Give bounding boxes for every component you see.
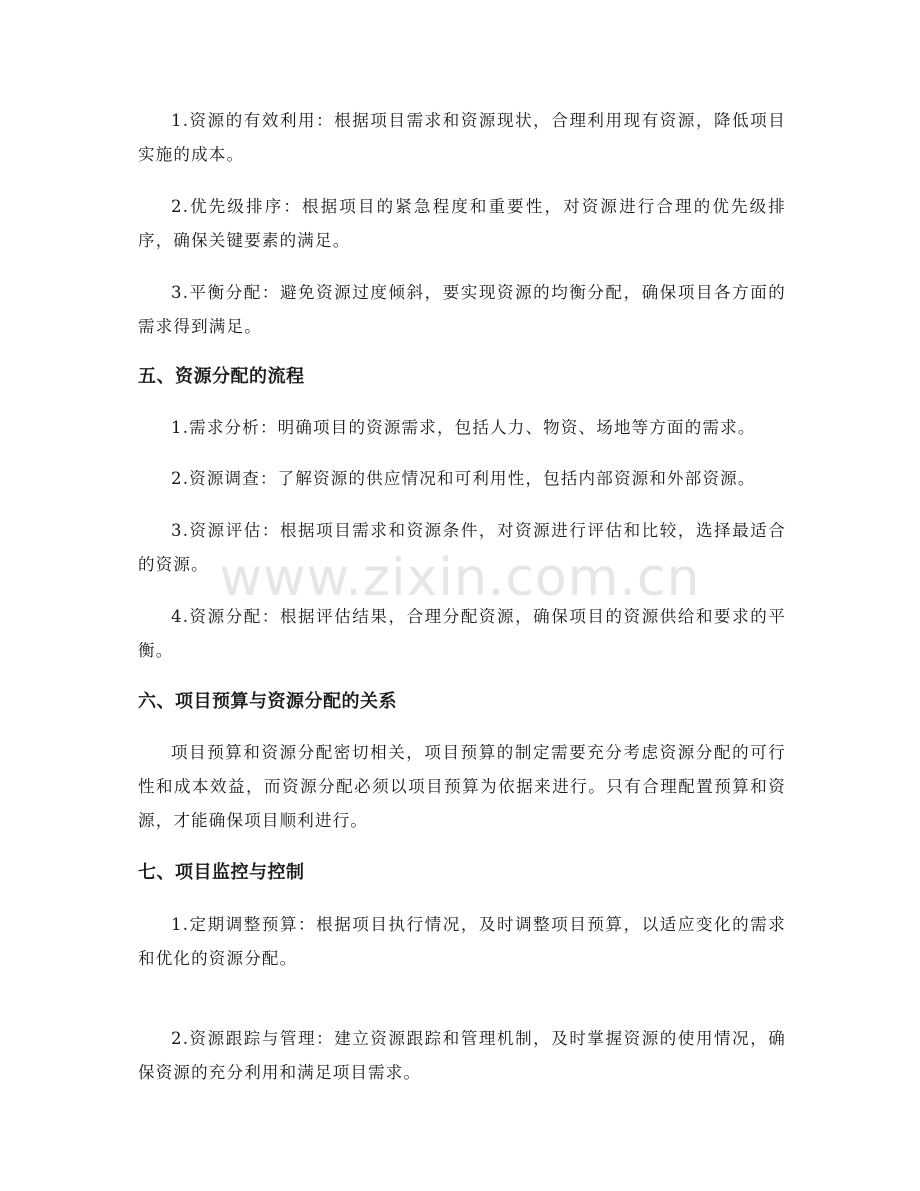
paragraph-priority-ranking: 2.优先级排序：根据项目的紧急程度和重要性，对资源进行合理的优先级排序，确保关键要素的满足。 xyxy=(138,197,786,250)
paragraph-demand-analysis: 1.需求分析：明确项目的资源需求，包括人力、物资、场地等方面的需求。 xyxy=(171,418,756,437)
paragraph-resource-survey: 2.资源调查：了解资源的供应情况和可利用性，包括内部资源和外部资源。 xyxy=(171,469,756,488)
watermark-text: www.zixin.com.cn xyxy=(219,548,701,608)
paragraph-balanced-allocation: 3.平衡分配：避免资源过度倾斜，要实现资源的均衡分配，确保项目各方面的需求得到满足。 xyxy=(138,283,786,336)
paragraph-resource-efficient-use: 1.资源的有效利用：根据项目需求和资源现状，合理利用现有资源，降低项目实施的成本。 xyxy=(138,111,786,164)
section-heading-budget-relation: 六、项目预算与资源分配的关系 xyxy=(138,691,397,712)
paragraph-resource-evaluation: 3.资源评估：根据项目需求和资源条件，对资源进行评估和比较，选择最适合的资源。 xyxy=(138,521,786,574)
section-heading-monitoring-control: 七、项目监控与控制 xyxy=(138,862,305,883)
paragraph-budget-relation: 项目预算和资源分配密切相关，项目预算的制定需要充分考虑资源分配的可行性和成本效益，而资源分配必须以项目预算为依据来进行。只有合理配置预算和资源，才能确保项目顺利进行。 xyxy=(138,743,786,830)
paragraph-periodic-budget-adjustment: 1.定期调整预算：根据项目执行情况，及时调整项目预算，以适应变化的需求和优化的资源分配。 xyxy=(138,915,786,968)
paragraph-resource-allocation: 4.资源分配：根据评估结果，合理分配资源，确保项目的资源供给和要求的平衡。 xyxy=(138,607,786,660)
paragraph-resource-tracking: 2.资源跟踪与管理：建立资源跟踪和管理机制，及时掌握资源的使用情况，确保资源的充分利用和满足项目需求。 xyxy=(138,1029,786,1082)
section-heading-allocation-process: 五、资源分配的流程 xyxy=(138,366,305,387)
